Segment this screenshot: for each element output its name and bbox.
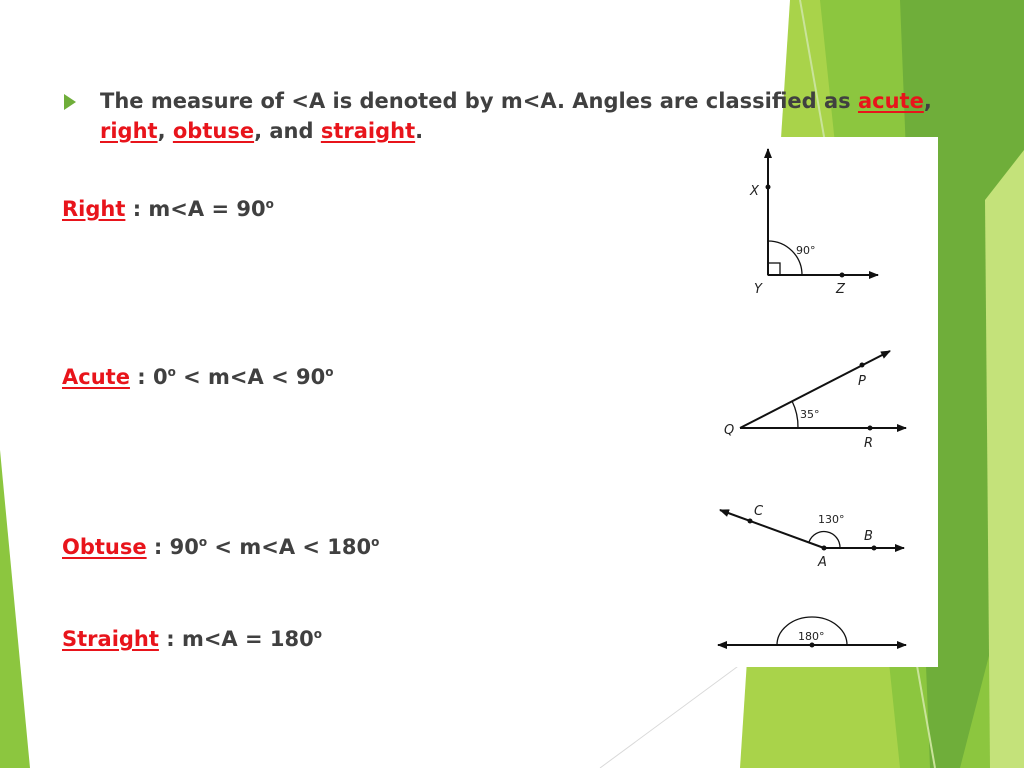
label-r: R <box>864 436 874 451</box>
decor-line <box>600 650 760 768</box>
degree-mark: o <box>198 535 208 549</box>
right-angle-mark <box>768 263 780 275</box>
label-a: A <box>818 555 827 570</box>
angle-diagrams <box>700 137 938 667</box>
point-a <box>822 546 827 551</box>
rule-straight <box>62 624 322 654</box>
term-right: right <box>100 119 158 143</box>
point-z <box>840 273 845 278</box>
degree-mark: o <box>371 535 380 549</box>
point-c <box>748 519 753 524</box>
point-x <box>766 185 771 190</box>
intro-text: The measure of <A is denoted by m<A. Angles are classified as <box>100 89 858 113</box>
label-x: X <box>750 184 759 199</box>
angle-label: 35° <box>800 408 820 421</box>
comma: , <box>157 119 173 143</box>
ray-ac <box>720 510 824 548</box>
vertex-point <box>810 643 815 648</box>
acute-angle-diagram <box>724 351 906 451</box>
period: . <box>415 119 424 143</box>
angle-label: 180° <box>798 630 825 643</box>
rule-text: : m<A = 180 <box>158 627 314 651</box>
rule-text: < m<A < 180 <box>207 535 372 559</box>
intro-line-1 <box>100 86 932 116</box>
angle-arc <box>792 401 798 428</box>
rule-term: Right <box>62 197 126 221</box>
rule-right <box>62 194 274 224</box>
angle-label: 130° <box>818 513 845 526</box>
rule-term: Obtuse <box>62 535 147 559</box>
label-z: Z <box>836 282 845 297</box>
and-text: , and <box>254 119 321 143</box>
straight-angle-diagram <box>718 617 906 647</box>
rule-text: : 90 <box>146 535 199 559</box>
rule-text: : 0 <box>129 365 168 389</box>
angle-arc <box>809 532 840 548</box>
angle-label: 90° <box>796 244 816 257</box>
angle-diagrams-panel <box>700 137 938 667</box>
rule-term: Straight <box>62 627 159 651</box>
point-p <box>860 363 865 368</box>
degree-mark: o <box>167 365 176 379</box>
label-c: C <box>754 504 764 519</box>
degree-mark: o <box>325 365 334 379</box>
term-acute: acute <box>857 89 924 113</box>
label-p: P <box>858 374 866 389</box>
rule-text: : m<A = 90 <box>125 197 266 221</box>
rule-acute <box>62 362 333 392</box>
obtuse-angle-diagram <box>720 504 904 570</box>
term-obtuse: obtuse <box>172 119 255 143</box>
rule-text: < m<A < 90 <box>175 365 326 389</box>
comma: , <box>923 89 932 113</box>
triangle-bullet-icon <box>64 94 76 110</box>
green-band-highlight <box>985 150 1024 768</box>
label-b: B <box>864 529 873 544</box>
point-r <box>868 426 873 431</box>
degree-mark: o <box>265 197 274 211</box>
point-b <box>872 546 877 551</box>
degree-mark: o <box>313 627 322 641</box>
term-straight: straight <box>320 119 416 143</box>
rule-term: Acute <box>62 365 130 389</box>
rule-obtuse <box>62 532 379 562</box>
label-y: Y <box>754 282 762 297</box>
green-band-left <box>0 450 30 768</box>
label-q: Q <box>724 423 735 438</box>
intro-line-2 <box>100 116 423 146</box>
right-angle-diagram <box>749 149 878 297</box>
